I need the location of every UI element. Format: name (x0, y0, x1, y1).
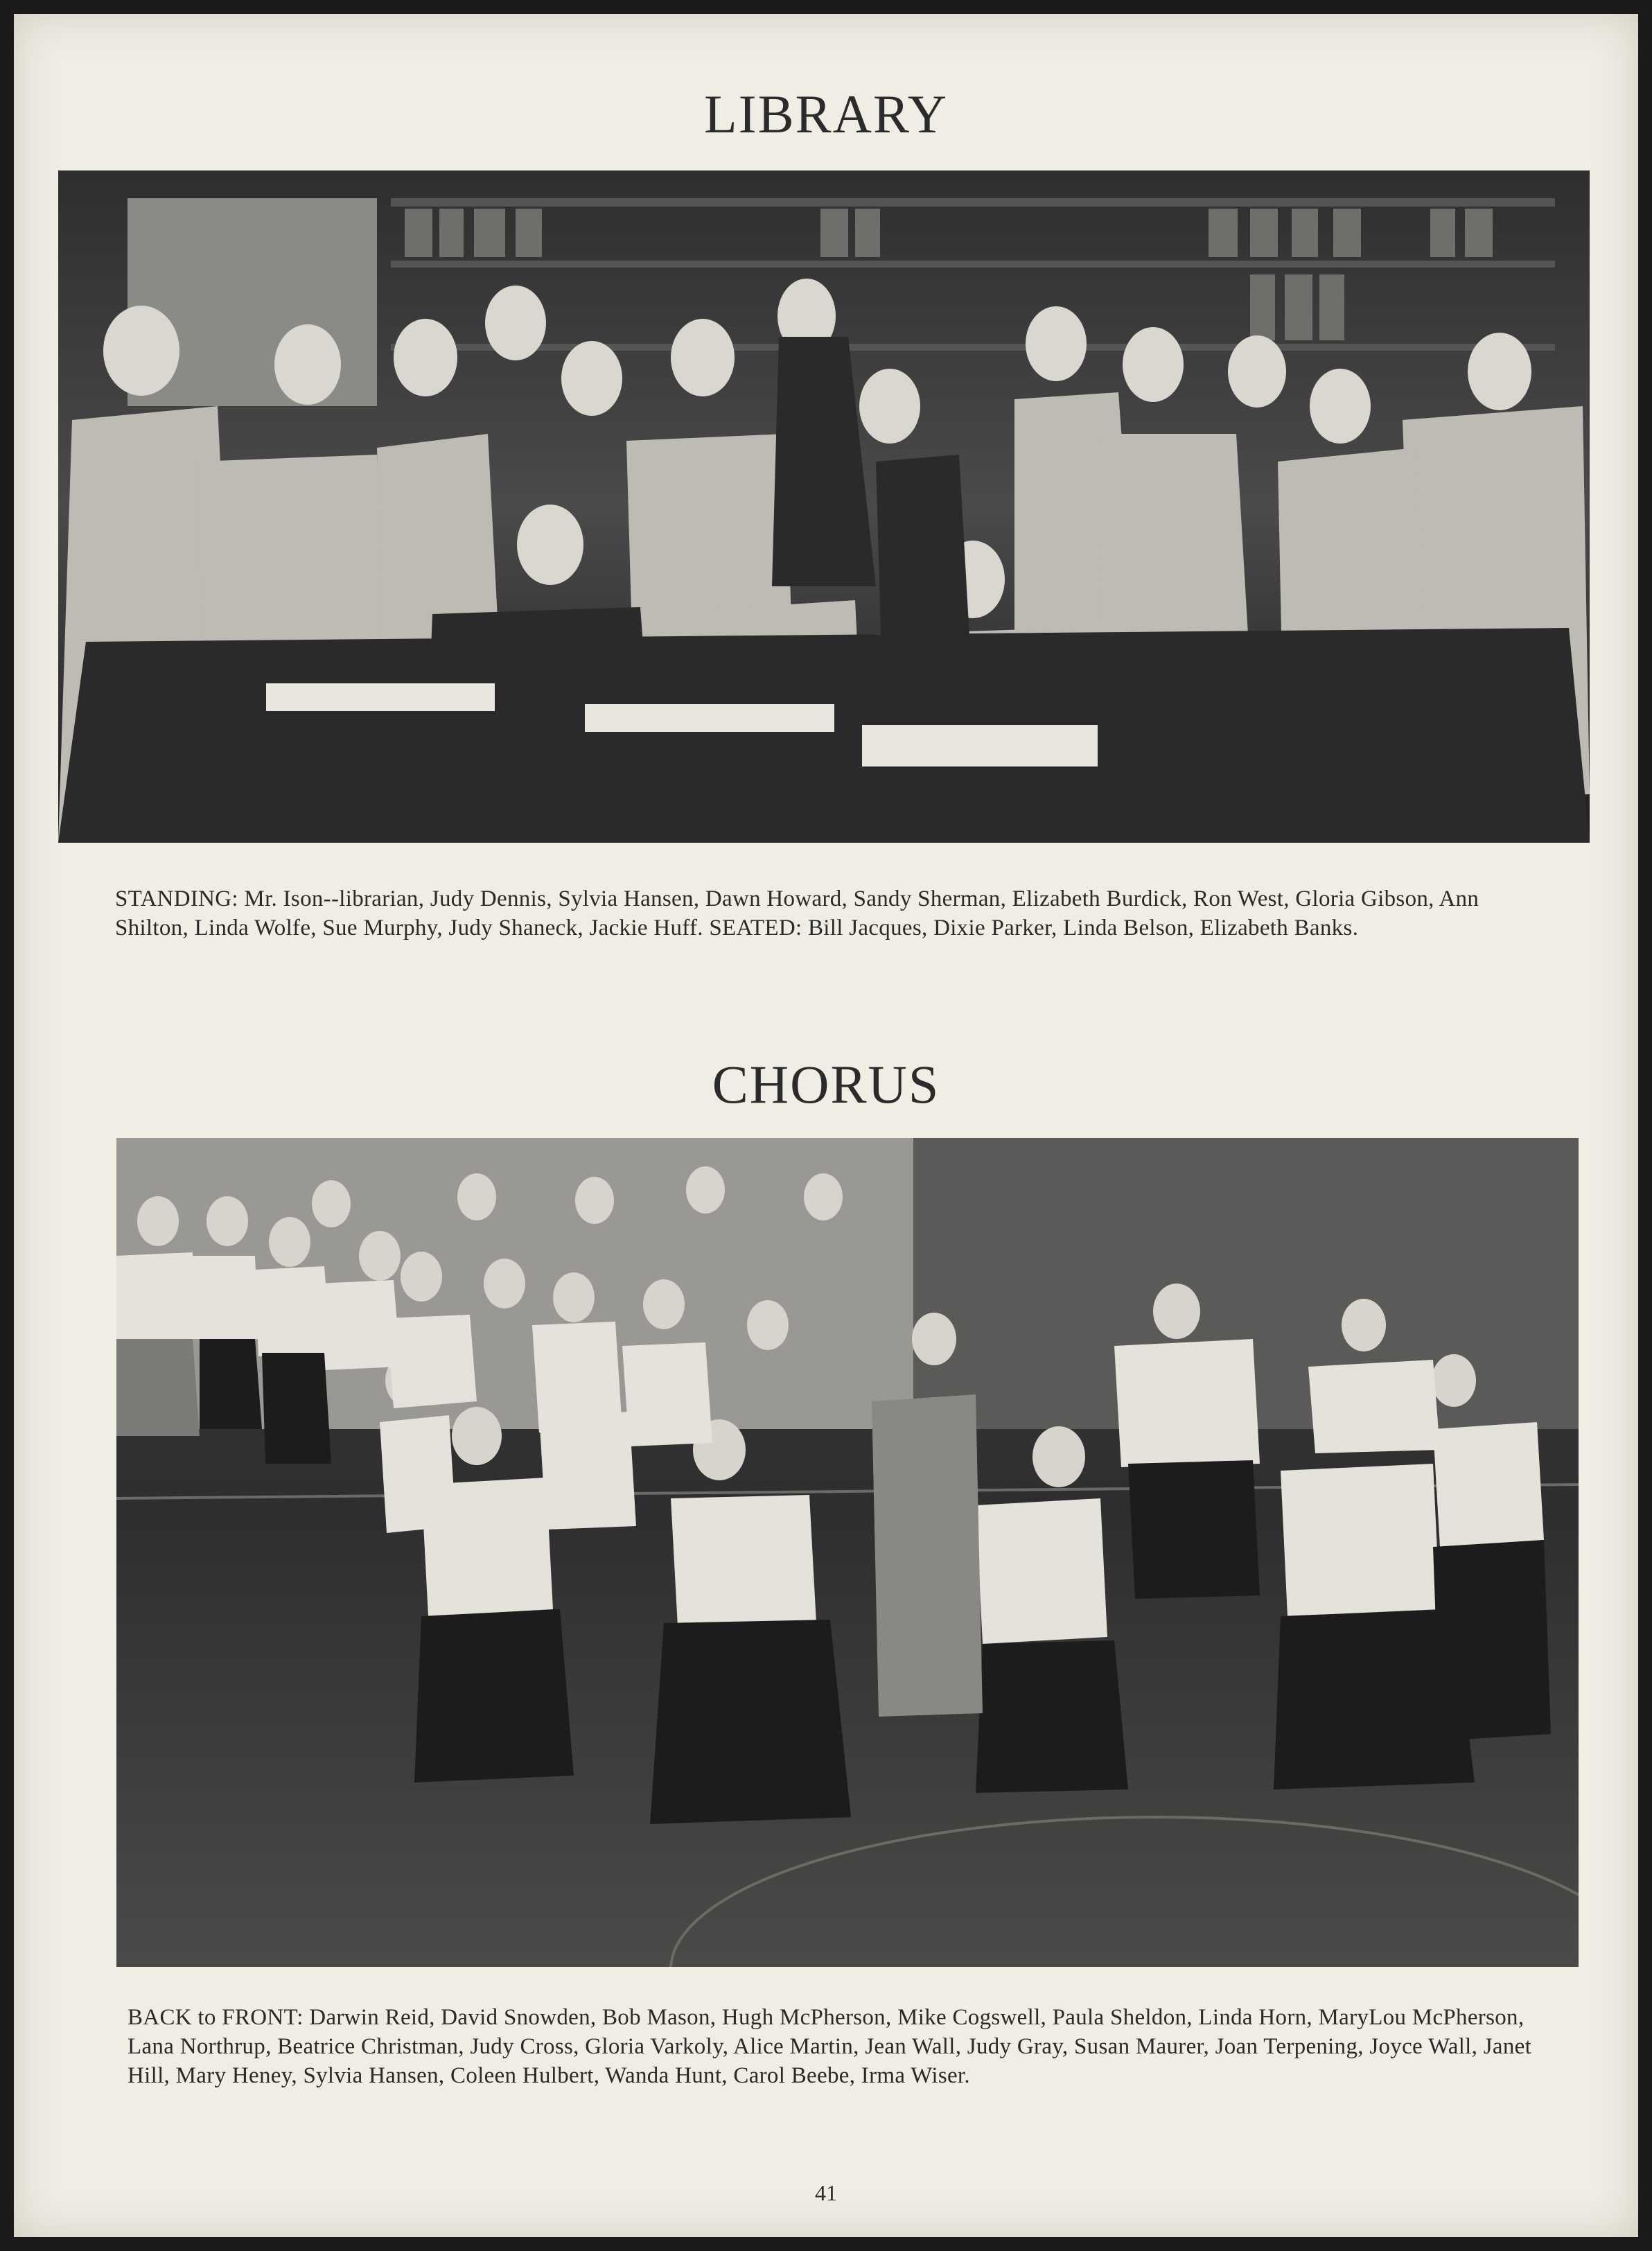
chorus-caption: BACK to FRONT: Darwin Reid, David Snowden, Bob Mason, Hugh McPherson, Mike Cogswell, Paula Sheldon, Linda Horn, MaryLou McPherson, Lana Northrup, Beatrice Christman, Judy Cross, Gloria Varkoly, Alice Martin, Jean Wall, Judy Gray, Susan Maurer, Joan Terpening, Joyce Wall, Janet Hill, Mary Heney, Sylvia Hansen, Coleen Hulbert, Wanda Hunt, Carol Beebe, Irma Wiser. (128, 2005, 1532, 2088)
chorus-heading: CHORUS (712, 1054, 940, 1114)
chorus-group-photo (116, 1138, 1579, 1967)
library-heading: LIBRARY (703, 84, 949, 144)
chorus-photo-image (116, 1138, 1579, 1967)
library-caption: STANDING: Mr. Ison--librarian, Judy Dennis, Sylvia Hansen, Dawn Howard, Sandy Sherman, Elizabeth Burdick, Ron West, Gloria Gibson, Ann Shilton, Linda Wolfe, Sue Murphy, Judy Shaneck, Jackie Huff. SEATED: Bill Jacques, Dixie Parker, Linda Belson, Elizabeth Banks. (115, 886, 1479, 940)
library-photo-image (58, 170, 1590, 843)
page-number: 41 (815, 2180, 837, 2205)
library-group-photo (58, 170, 1590, 843)
yearbook-page (14, 14, 1638, 2237)
